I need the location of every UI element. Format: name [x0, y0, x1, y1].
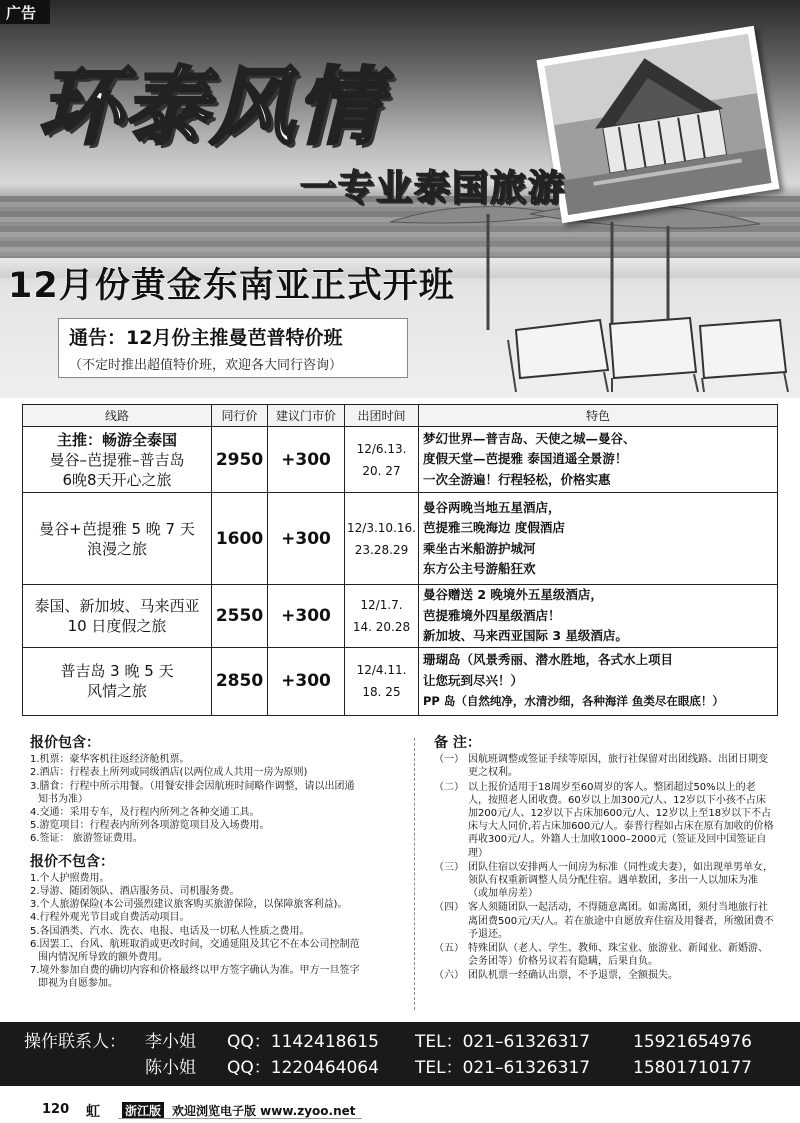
remark-item — [434, 861, 774, 901]
list-item: 7.境外参加自费的确切内容和价格最终以甲方签字确认为准。甲方一旦签字 — [30, 965, 360, 977]
list-item: 2.导游、随团领队、酒店服务员、司机服务费。 — [30, 886, 240, 898]
features-cell — [419, 585, 778, 648]
header-route: 线路 — [23, 405, 212, 427]
remark-text: 团队住宿以安排两人一间房为标准（同性或夫妻），如出现单男单女，领队有权重新调整人员分配住宿。遇单数团，多出一人以加床为准（或加单房差） — [468, 861, 773, 900]
feature-line: 梦幻世界—普吉岛、天使之城—曼谷、 — [423, 430, 636, 446]
remark-item — [434, 753, 774, 779]
remark-text: 因航班调整或签证手续等原因，旅行社保留对出团线路、出团日期变更之权利。 — [468, 754, 768, 779]
contact-mobile: 15801710177 — [633, 1058, 752, 1078]
recommended-price: +300 — [268, 585, 345, 648]
contact-tel: TEL：021–61326317 — [415, 1058, 591, 1078]
feature-line: 让您玩到尽兴！） — [423, 672, 524, 688]
feature-line: 度假天堂—芭提雅 泰国逍遥全景游！ — [423, 451, 628, 467]
remark-item — [434, 781, 774, 860]
remark-item — [434, 942, 774, 968]
route-line: 浪漫之旅 — [86, 539, 147, 558]
departure-dates — [345, 427, 419, 493]
remarks — [434, 735, 774, 984]
contact-qq: QQ：1220464064 — [227, 1058, 379, 1078]
list-item: 1.机票：豪华客机往返经济舱机票。 — [30, 754, 190, 766]
date-line: 14. 20.28 — [352, 619, 411, 634]
departure-dates — [345, 493, 419, 585]
remark-text: 团队机票一经确认出票，不予退票，全额损失。 — [468, 970, 678, 982]
feature-line: 芭提雅境外四星级酒店！ — [423, 607, 561, 623]
list-item: 知书为准） — [38, 793, 88, 805]
thai-temple-photo — [536, 26, 779, 223]
route-cell — [23, 493, 212, 585]
list-item: 2.酒店：行程表上所列或同级酒店(以两位成人共用一房为原则) — [30, 767, 308, 779]
header-features: 特色 — [419, 405, 778, 427]
list-item: 3.个人旅游保险(本公司强烈建议旅客购买旅游保险，以保障旅客利益)。 — [30, 899, 348, 911]
list-item: 围内情况所导致的额外费用。 — [38, 952, 168, 964]
peer-price: 2950 — [212, 427, 268, 493]
feature-line: 曼谷两晚当地五星酒店， — [423, 499, 561, 515]
feature-line: PP 岛（自然纯净，水清沙细，各种海洋 鱼类尽在眼底！） — [423, 694, 724, 709]
includes-title: 报价包含： — [30, 735, 100, 751]
header-dates: 出团时间 — [345, 405, 419, 427]
remark-number: （一） — [434, 754, 464, 766]
price-notes — [30, 735, 410, 991]
contact-mobile: 15921654976 — [633, 1032, 752, 1052]
contact-label: 操作联系人： — [24, 1032, 126, 1052]
contact-line — [24, 1028, 752, 1056]
recommended-price: +300 — [268, 647, 345, 715]
route-line: 风情之旅 — [86, 682, 147, 700]
remark-number: （五） — [434, 943, 464, 955]
page-footer — [0, 1098, 800, 1123]
remark-item — [434, 969, 774, 982]
list-item: 即视为自愿参加。 — [38, 978, 118, 990]
remark-number: （三） — [434, 861, 464, 873]
list-item: 4.交通：采用专车，及行程内所列之各种交通工具。 — [30, 807, 260, 819]
remark-item — [434, 901, 774, 941]
list-item: 3.膳食：行程中所示用餐。（用餐安排会因航班时间略作调整，请以出团通 — [30, 780, 355, 792]
notes-divider — [414, 738, 415, 1010]
footer-underline — [118, 1118, 362, 1119]
route-line: 曼谷+芭提雅 5 晚 7 天 — [39, 519, 195, 538]
contact-name: 陈小姐 — [145, 1058, 196, 1078]
remark-number: （四） — [434, 902, 464, 914]
notice-title: 通告：12月份主推曼芭普特价班 — [69, 327, 343, 349]
list-item: 1.个人护照费用。 — [30, 872, 110, 884]
peer-price: 2850 — [212, 647, 268, 715]
headline: 12月份黄金东南亚正式开班 — [8, 266, 455, 306]
contact-qq: QQ：1142418615 — [227, 1032, 379, 1052]
list-item: 4.行程外观光节目或自费活动项目。 — [30, 912, 190, 924]
peer-price: 1600 — [212, 493, 268, 585]
features-cell — [419, 647, 778, 715]
tour-price-table — [22, 404, 778, 716]
recommended-price: +300 — [268, 493, 345, 585]
list-item: 5.各国酒类、汽水、洗衣、电报、电话及一切私人性质之费用。 — [30, 925, 310, 937]
contact-tel: TEL：021–61326317 — [415, 1032, 591, 1052]
notice-box — [58, 318, 408, 378]
departure-dates — [345, 647, 419, 715]
notice-subtitle: （不定时推出超值特价班，欢迎各大同行咨询） — [69, 358, 343, 373]
hero-subtitle: 一专业泰国旅游 — [300, 168, 567, 209]
features-cell — [419, 493, 778, 585]
contact-name: 李小姐 — [145, 1032, 196, 1052]
ad-tag: 广告 — [0, 0, 50, 24]
peer-price: 2550 — [212, 585, 268, 648]
feature-line: 东方公主号游船狂欢 — [423, 561, 536, 576]
table-row — [23, 493, 778, 585]
feature-line: 新加坡、马来西亚国际 3 星级酒店。 — [423, 628, 628, 643]
route-cell — [23, 427, 212, 493]
date-line: 20. 27 — [362, 463, 401, 478]
table-row — [23, 427, 778, 493]
table-header-row — [23, 405, 778, 427]
route-line: 主推：畅游全泰国 — [56, 430, 177, 449]
excludes-title: 报价不包含： — [30, 853, 114, 870]
hero-title: 环泰风情 — [38, 58, 383, 156]
page-number: 120 — [42, 1102, 70, 1117]
date-line: 12/1.7. — [360, 597, 403, 612]
date-line: 23.28.29 — [354, 542, 409, 557]
route-cell — [23, 647, 212, 715]
includes-list — [30, 753, 410, 845]
remark-text: 客人须随团队一起活动，不得随意离团。如需离团，须付当地旅行社离团费500元/天/人。若在旅途中自愿放弃住宿及用餐者，所缴团费不予退还。 — [468, 902, 774, 940]
feature-line: 芭提雅三晚海边 度假酒店 — [423, 520, 565, 535]
date-line: 18. 25 — [362, 685, 401, 699]
date-line: 12/3.10.16. — [347, 520, 416, 535]
feature-line: 曼谷赠送 2 晚境外五星级酒店， — [423, 587, 603, 602]
excludes-list — [30, 872, 410, 991]
features-cell — [419, 427, 778, 493]
contact-line — [24, 1054, 752, 1082]
departure-dates — [345, 585, 419, 648]
remarks-title: 备 注： — [434, 735, 481, 751]
hero-banner — [0, 0, 800, 398]
feature-line: 乘坐古米船游护城河 — [423, 540, 536, 556]
footer-brand: 虹 — [86, 1104, 100, 1120]
route-line: 6晚8天开心之旅 — [62, 470, 172, 489]
route-line: 曼谷–芭提雅–普吉岛 — [49, 450, 185, 469]
table-row — [23, 585, 778, 648]
header-price: 同行价 — [212, 405, 268, 427]
list-item: 6.因罢工、台风、航班取消或更改时间，交通延阻及其它不在本公司控制范 — [30, 938, 360, 950]
feature-line: 珊瑚岛（风景秀丽、潜水胜地，各式水上项目 — [423, 652, 674, 668]
remark-text: 以上报价适用于18周岁至60周岁的客人。整团超过50%以上的老人，按照老人团收费。60岁以上加300元/人、12岁以下小孩不占床加200元/人、12岁以下占床加600元/人、12岁以上至18岁以下不占床与大人同价,若占床加600元/人。泰普行程如占床在原有加收的价格再收300元/人。外籍人士加收1000–2000元（签证及回中国签证自理） — [468, 781, 774, 859]
header-recommend: 建议门市价 — [268, 405, 345, 427]
route-cell — [23, 585, 212, 648]
contact-bar — [0, 1022, 800, 1086]
footer-edition: 浙江版 — [122, 1102, 164, 1119]
route-line: 泰国、新加坡、马来西亚 — [34, 596, 200, 615]
feature-line: 一次全游遍！行程轻松，价格实惠 — [423, 471, 611, 487]
table-row — [23, 647, 778, 715]
remark-number: （六） — [434, 970, 464, 982]
date-line: 12/4.11. — [356, 663, 407, 677]
recommended-price: +300 — [268, 427, 345, 493]
date-line: 12/6.13. — [356, 441, 407, 456]
list-item: 5.游览项目：行程表内所列各项游览项目及入场费用。 — [30, 820, 270, 832]
remark-text: 特殊团队（老人、学生、教师、珠宝业、旅游业、新闻业、新婚游、会务团等）价格另议若有隐瞒，后果自负。 — [468, 943, 768, 968]
route-line: 普吉岛 3 晚 5 天 — [60, 662, 174, 680]
remark-number: （二） — [434, 781, 464, 793]
list-item: 6.签证： 旅游签证费用。 — [30, 833, 143, 845]
footer-site: 欢迎浏览电子版 www.zyoo.net — [172, 1104, 356, 1118]
route-line: 10 日度假之旅 — [67, 616, 167, 635]
